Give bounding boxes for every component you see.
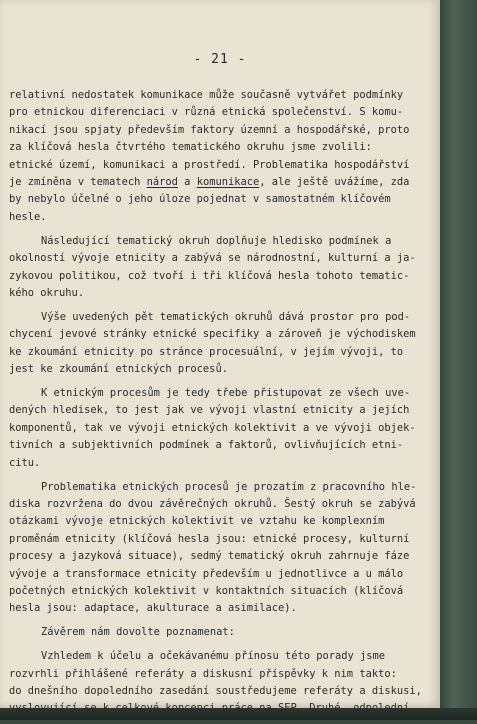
text-line: Vzhledem k účelu a očekávanému přínosu této porady jsme (41, 650, 386, 663)
underlined-term: národ (146, 176, 178, 189)
text-line: proměnám etnicity (klíčová hesla jsou: etnické procesy, kulturní (9, 532, 410, 545)
text-line: diska rozvržena do dvou závěrečných okruhů. Šestý okruh se zabývá (9, 497, 416, 510)
text-line: vývoje a transformace etnicity především u jednotlivce a u málo (9, 567, 404, 580)
document-body (9, 87, 429, 724)
paragraph-2 (9, 233, 429, 303)
text-line: Následující tematický okruh doplňuje hledisko podmínek a (41, 234, 392, 247)
text-line: dených hledisek, to jest jak ve vývoji vlastní etnicity a jejích (9, 404, 410, 417)
text-line: Problematika etnických procesů je prozatím z pracovního hle- (41, 480, 417, 493)
text-line: zykovou politikou, což tvoří i tři klíčová hesla tohoto tematic- (9, 269, 410, 282)
text-line: ke zkoumání etnicity po stránce procesuální, v jejím vývoji, to (9, 345, 404, 358)
page-number: - 21 - (193, 52, 247, 67)
text-line: komponentů, tak ve vývoji etnických kolektivit a ve vývoji objek- (9, 421, 416, 434)
text-line: vyslovující se k celkové koncepci práce na SEP. Druhé, odpolední (9, 702, 410, 715)
paragraph-5 (9, 479, 429, 618)
text-line: by nebylo účelné o jeho úloze pojednat v samostatném klíčovém (9, 193, 391, 206)
text-line: pro etnickou diferenciaci v různá etnická společenství. S komu- (9, 106, 404, 119)
paragraph-6 (9, 624, 429, 641)
text-fragment: je zmíněna v tematech (9, 176, 147, 189)
text-line: hesla jsou: adaptace, akulturace a asimilace). (9, 602, 297, 615)
text-line: procesy a jazyková situace), sedmý tematický okruh zahrnuje fáze (9, 550, 410, 563)
text-line-underlined-terms (9, 174, 429, 191)
text-fragment: a (177, 176, 197, 189)
text-line: otázkami vývoje etnických kolektivit ve vztahu ke komplexním (9, 515, 385, 528)
book-binding-edge (437, 0, 477, 720)
text-line: hesle. (9, 210, 47, 223)
text-line: rozvrhli přihlášené referáty a diskusní příspěvky k nim takto: (9, 667, 397, 680)
paragraph-1 (9, 87, 429, 226)
text-line: za klíčová hesla čtvrtého tematického okruhu jsme zvolili: (9, 141, 372, 154)
text-line: početných etnických kolektivit v kontaktních situacích (klíčová (9, 584, 404, 597)
text-line: Výše uvedených pět tematických okruhů dává prostor pro pod- (41, 310, 411, 323)
text-line: okolností vývoje etnicity a zabývá se národnostní, kulturní a ja- (9, 252, 416, 265)
paragraph-4 (9, 385, 429, 472)
text-line: chycení jevové stránky etnické specifiky a zároveň je východiskem (9, 328, 416, 341)
text-line: K etnickým procesům je tedy třebe přistupovat ze všech uve- (41, 387, 411, 399)
text-line: nikací jsou spjaty především faktory územní a hospodářské, proto (9, 123, 410, 136)
text-line: Závěrem nám dovolte poznamenat: (41, 626, 235, 639)
paragraph-3 (9, 309, 429, 379)
text-fragment: , ale ještě uvážíme, zda (259, 176, 410, 189)
text-line: do dnešního dopoledního zasedání soustředujeme referáty a diskusi, (9, 685, 422, 697)
text-line: kého okruhu. (9, 286, 85, 299)
text-line: relativní nedostatek komunikace může současně vytvářet podmínky (9, 89, 404, 101)
text-line: etnické území, komunikaci a prostředí. Problematika hospodářství (9, 158, 410, 171)
paragraph-7 (9, 648, 429, 718)
text-line: tivních a subjektivních podmínek a faktorů, ovlivňujících etni- (9, 439, 404, 452)
text-line: jest ke zkoumání etnických procesů. (9, 363, 228, 376)
text-line: citu. (9, 456, 41, 469)
underlined-term: komunikace (196, 176, 260, 189)
